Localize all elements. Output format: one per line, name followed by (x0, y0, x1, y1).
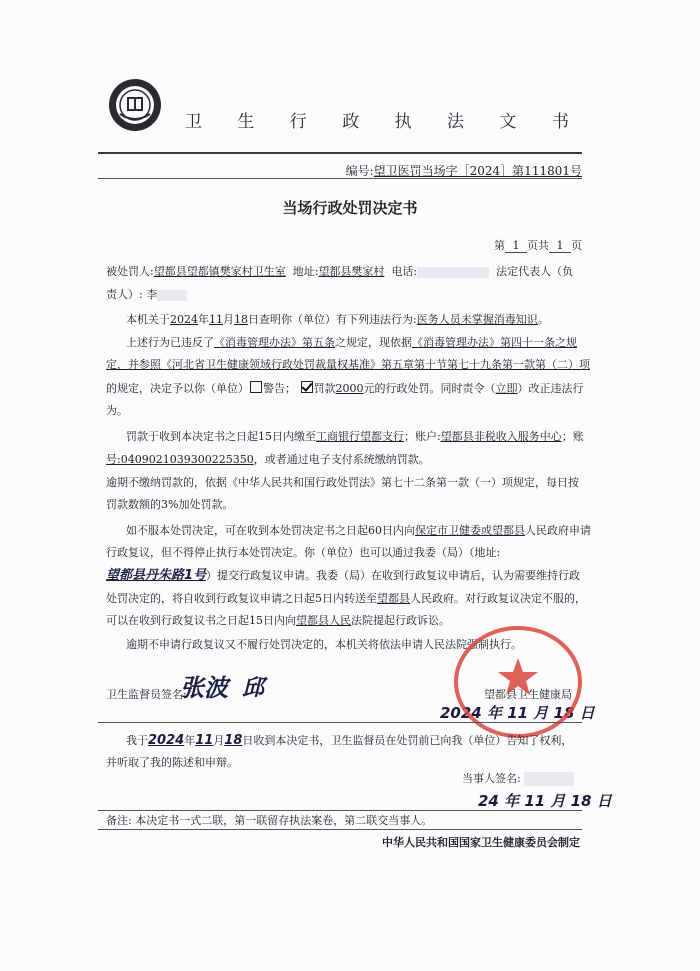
inspector-signature-1: 张波 (180, 674, 228, 702)
penalty-line: 的规定，决定予以你（单位） 警告； 罚款2000元的行政处罚。同时责令（立即）改正违法行 (106, 382, 584, 395)
warning-checkbox[interactable] (250, 381, 262, 393)
doc-number: 编号:望卫医罚当场字［2024］第111801号 (345, 164, 582, 178)
fine-checkbox[interactable] (301, 381, 313, 393)
header-title: 卫 生 行 政 执 法 文 书 (185, 112, 584, 132)
party-signature-label: 当事人签名: (462, 772, 574, 786)
page-info: 第 1 页共 1 页 (494, 239, 582, 252)
receipt-line-2: 并听取了我的陈述和申辩。 (106, 756, 238, 769)
health-inspection-emblem-icon (108, 78, 162, 132)
page-title: 当场行政处罚决定书 (282, 199, 418, 217)
inspector-signature-2: 邱 (242, 676, 265, 701)
late-fee-line-2: 罚款数额的3%加处罚款。 (106, 498, 234, 511)
party-line-2: 责人）: 李 (106, 288, 187, 302)
issue-date: 2024 年 11 月 18 日 (440, 704, 595, 722)
enforcement-line: 逾期不申请行政复议又不履行处罚决定的，本机关将依法申请人民法院强制执行。 (126, 638, 522, 651)
header-rule (98, 152, 582, 154)
redacted-phone (417, 267, 489, 278)
receipt-date: 24 年 11 月 18 日 (478, 792, 612, 810)
appeal-line-4: 处罚决定的，将自收到行政复议申请之日起5日内转送至望都县人民政府。对行政复议决定不服的， (106, 592, 586, 605)
legal-basis-line-2: 定，并参照《河北省卫生健康领域行政处罚裁量权基准》第五章第十节第七十九条第一款第（二）项 (106, 358, 590, 371)
remark-rule-bottom (98, 829, 582, 830)
redacted-rep-name (157, 290, 187, 301)
party-line: 被处罚人:望都县望都镇樊家村卫生室 地址:望都县樊家村 电话: 法定代表人（负 (106, 265, 574, 278)
appeal-line-1: 如不服本处罚决定，可在收到本处罚决定书之日起60日内向保定市卫健委或望都县人民政府申请 (126, 524, 591, 537)
appeal-line-2: 行政复议，但不得停止执行本处罚决定。你（单位）也可以通过我委（局）（地址: (106, 546, 501, 559)
sign-rule (98, 722, 582, 723)
inspector-label: 卫生监督员签名: (106, 688, 187, 701)
payment-line-2: 号:0409021039300225350，或者通过电子支付系统缴纳罚款。 (106, 453, 430, 466)
payment-line-1: 罚款于收到本决定书之日起15日内缴至工商银行望都支行；账户:望都县非税收入服务中心；账 (126, 430, 584, 443)
redacted-party-signature (524, 772, 574, 786)
remark: 备注: 本决定书一式二联，第一联留存执法案卷，第二联交当事人。 (106, 814, 433, 827)
footer-issuer: 中华人民共和国国家卫生健康委员会制定 (382, 836, 580, 849)
violation-paragraph: 本机关于2024年11月18日查明你（单位）有下列违法行为:医务人员未掌握消毒知识。 (126, 313, 549, 326)
penalty-line-2: 为。 (106, 404, 128, 417)
legal-basis-line-1: 上述行为已违反了《消毒管理办法》第五条之规定，现依据《消毒管理办法》第四十一条之规 (126, 336, 577, 349)
appeal-line-3: 望都县丹朱路1号）提交行政复议申请。我委（局）在收到行政复议申请后，认为需要维持行政 (106, 568, 581, 583)
docno-rule (98, 178, 582, 179)
receipt-line-1: 我于2024年11月18日收到本决定书，卫生监督员在处罚前已向我（单位）告知了权利， (126, 733, 573, 748)
appeal-line-5: 可以在收到行政复议书之日起15日内向望都县人民法院提起行政诉讼。 (106, 614, 450, 627)
late-fee-line-1: 逾期不缴纳罚款的，依据《中华人民共和国行政处罚法》第七十二条第一款（一）项规定，每日按 (106, 476, 579, 489)
remark-rule-top (98, 810, 582, 811)
issuing-org: 望都县卫生健康局 (484, 688, 572, 701)
